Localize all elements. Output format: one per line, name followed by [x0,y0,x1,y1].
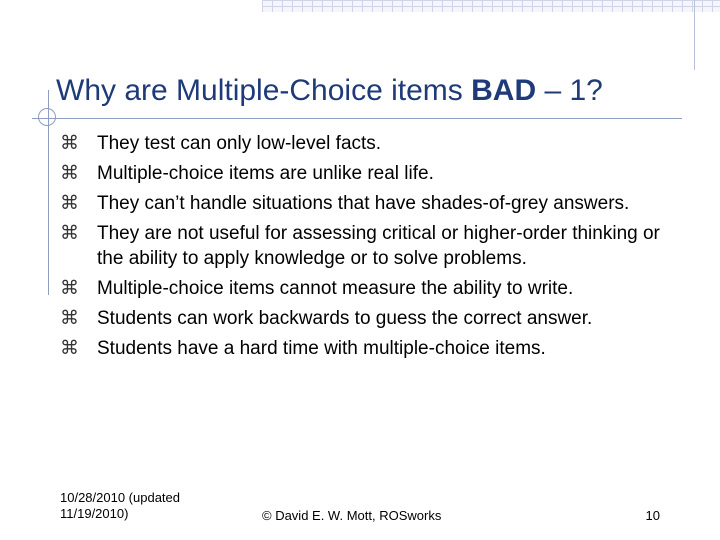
decorative-grid-band [262,0,720,12]
bullet-item [60,131,680,156]
command-key-icon: ⌘ [60,308,79,329]
footer-date-line1: 10/28/2010 (updated [60,490,180,505]
bullet-item [60,161,680,186]
decorative-vertical-rule [694,0,695,70]
bullet-text: They test can only low-level facts. [97,133,382,154]
bullet-item [60,306,680,331]
bullet-item [60,276,680,301]
command-key-icon: ⌘ [60,338,79,359]
bullet-text: Multiple-choice items are unlike real life. [97,163,434,184]
bullet-text: Students can work backwards to guess the correct answer. [97,308,593,329]
decorative-circle [38,108,56,126]
footer-copyright: © David E. W. Mott, ROSworks [262,508,442,523]
page-number: 10 [645,508,660,523]
command-key-icon: ⌘ [60,193,79,214]
title-underline-rule [32,118,682,119]
footer-date [60,490,210,522]
command-key-icon: ⌘ [60,133,79,154]
command-key-icon: ⌘ [60,223,79,244]
footer-date-line2: 11/19/2010) [60,506,129,521]
bullet-text: Students have a hard time with multiple-choice items. [97,338,546,359]
title-bold-word: BAD [471,74,537,107]
bullet-text: They are not useful for assessing critical or higher-order thinking or the ability to apply knowledge or to solve problems. [97,223,660,269]
bullet-text: They can’t handle situations that have shades-of-grey answers. [97,193,630,214]
bullet-item [60,336,680,361]
bullet-item [60,221,680,271]
slide-title [56,72,696,110]
command-key-icon: ⌘ [60,278,79,299]
bullet-list [60,131,680,366]
title-suffix: – 1? [536,74,603,107]
bullet-item [60,191,680,216]
title-main: Why are Multiple-Choice items [56,74,472,107]
command-key-icon: ⌘ [60,163,79,184]
bullet-text: Multiple-choice items cannot measure the ability to write. [97,278,574,299]
